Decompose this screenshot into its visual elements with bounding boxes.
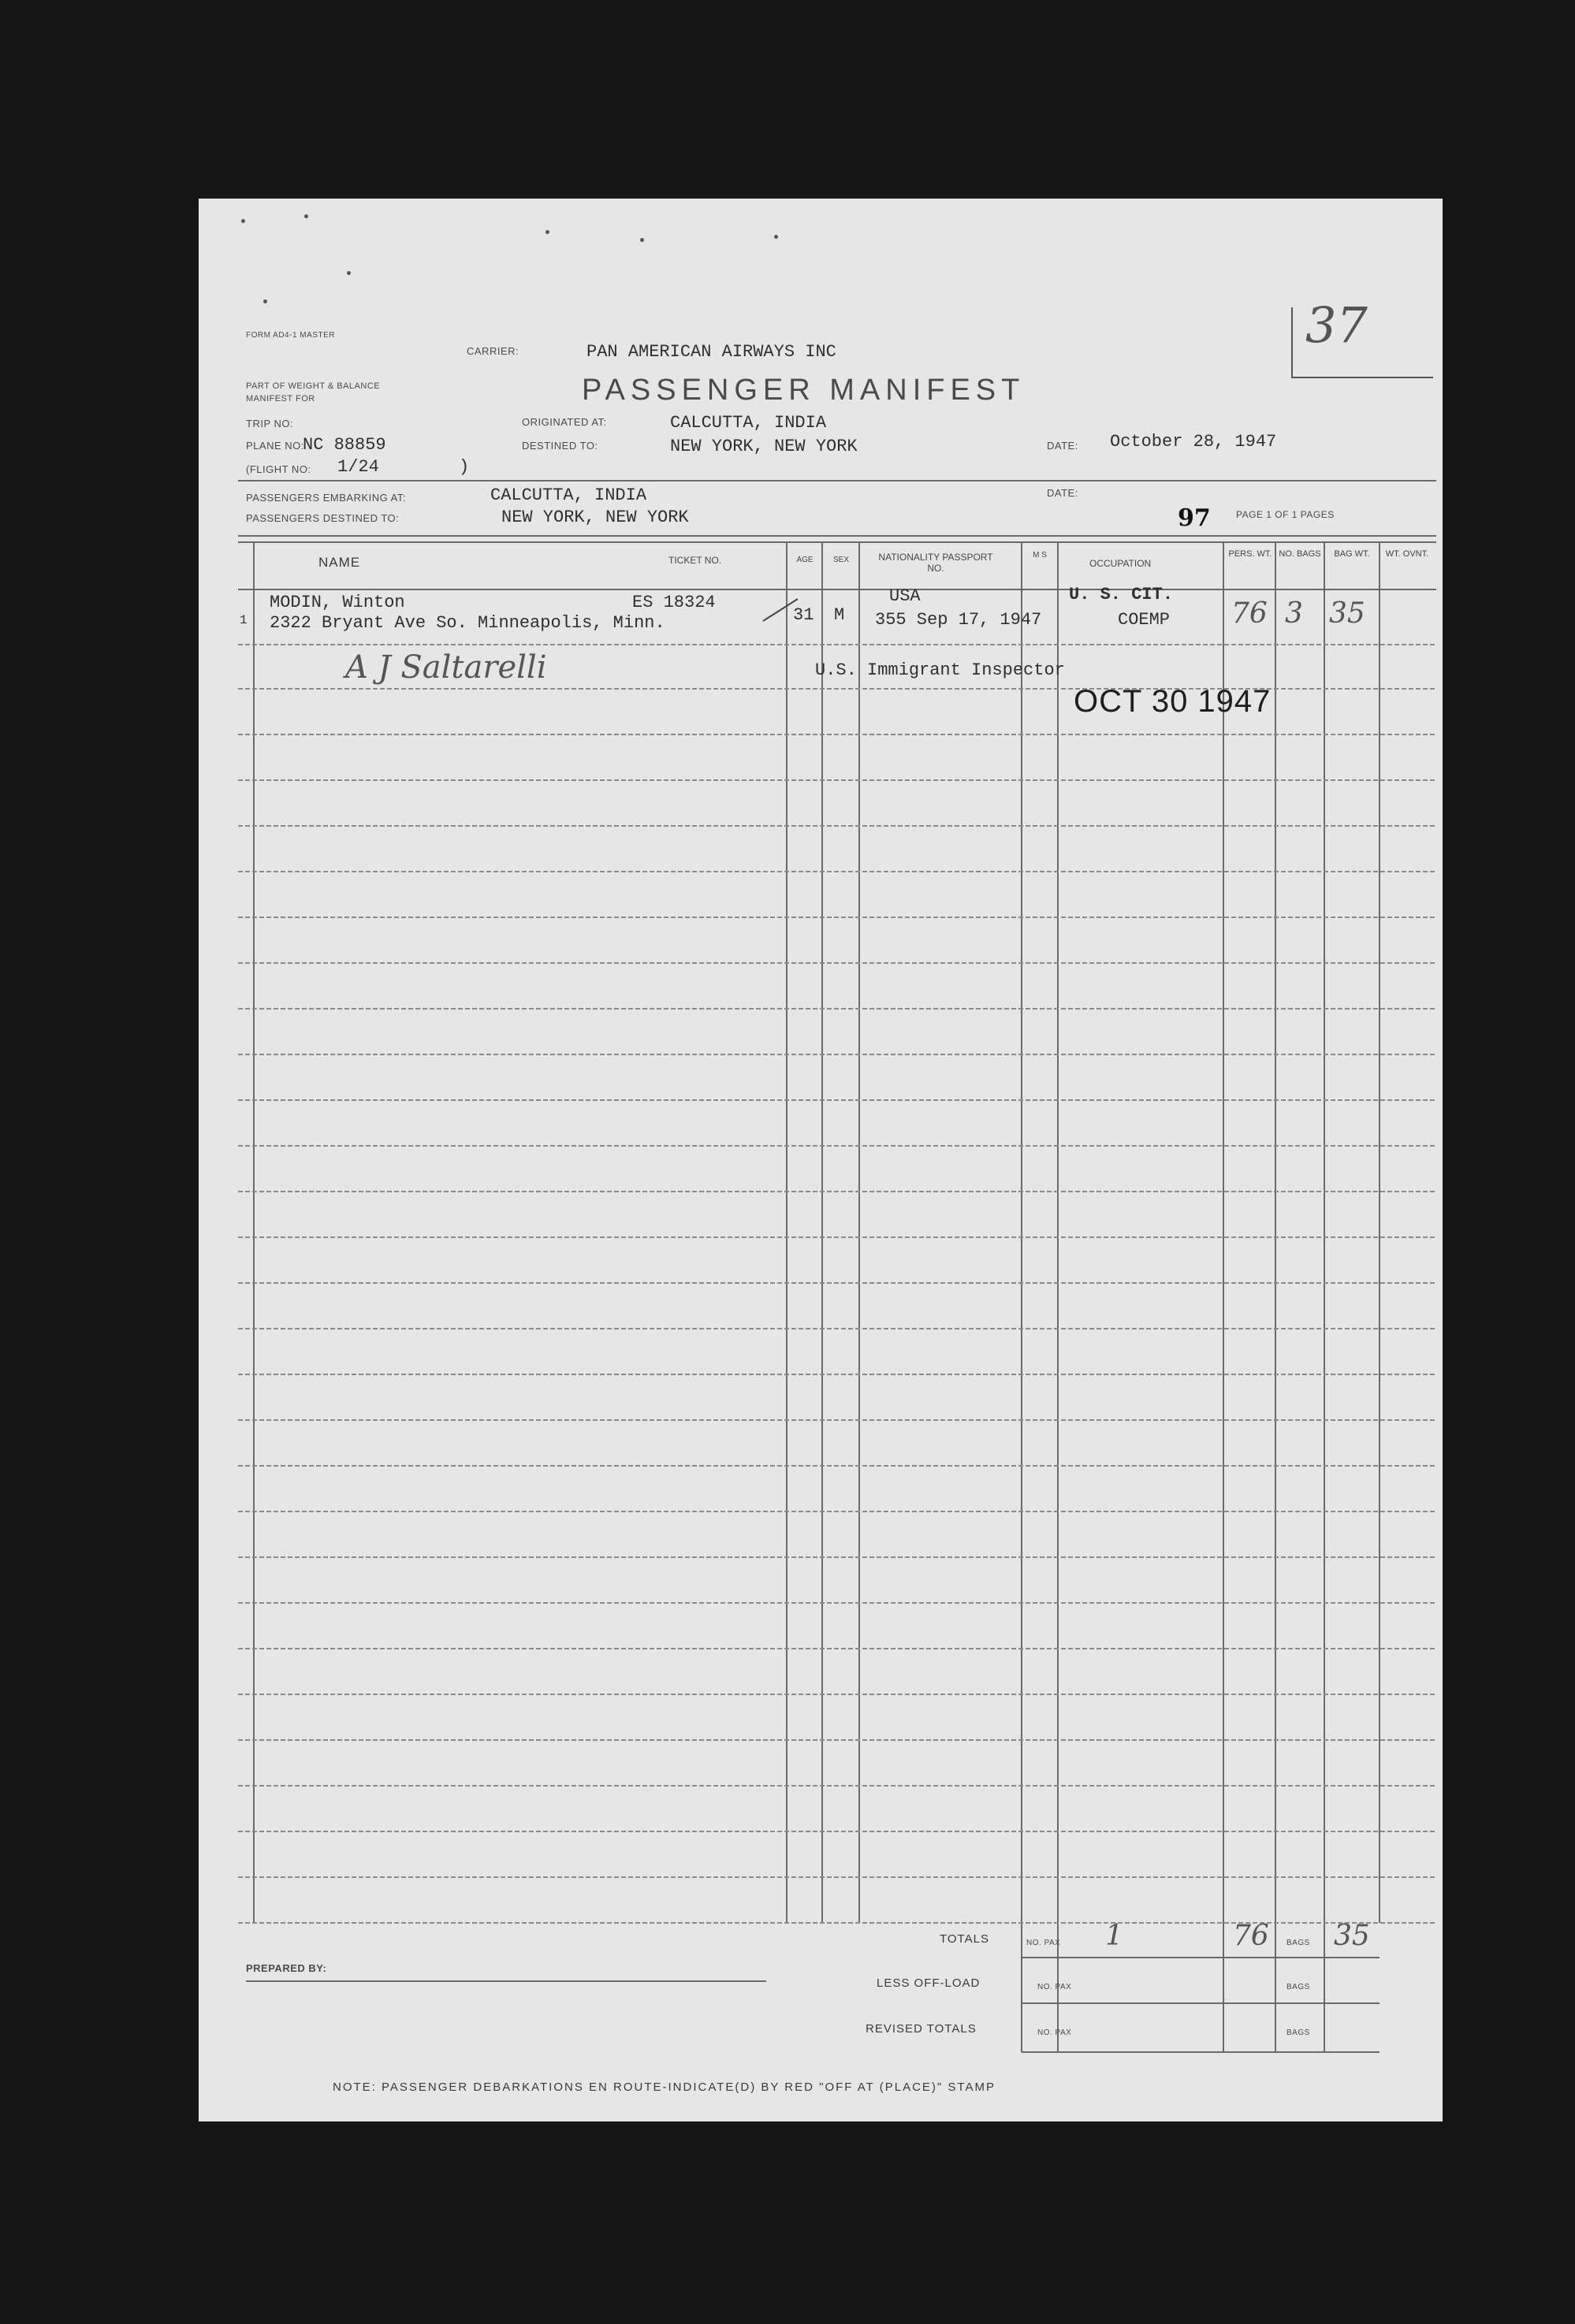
bags-label: BAGS [1286, 1983, 1310, 1991]
embarking-value: CALCUTTA, INDIA [490, 485, 647, 505]
date-label: DATE: [1047, 440, 1078, 452]
less-offload-label: LESS OFF-LOAD [877, 1976, 981, 1990]
no-pax-label: NO. PAX [1026, 1939, 1061, 1947]
inspection-stamp-date: OCT 30 1947 [1074, 684, 1272, 719]
part-of-label: PART OF WEIGHT & BALANCE [246, 381, 381, 391]
totals-label: TOTALS [940, 1932, 989, 1946]
page-stamp-number: 97 [1178, 504, 1211, 532]
col-bag-wt: BAG WT. [1334, 549, 1370, 559]
page-count: PAGE 1 OF 1 PAGES [1236, 509, 1335, 520]
embarking-label: PASSENGERS EMBARKING AT: [246, 492, 406, 504]
inspector-title: U.S. Immigrant Inspector [815, 660, 1065, 680]
col-ms: M S [1033, 551, 1047, 560]
no-bags-value: 3 [1285, 597, 1303, 630]
passport-value: 355 Sep 17, 1947 [875, 610, 1042, 630]
date-value: October 28, 1947 [1110, 432, 1277, 452]
footer-note: NOTE: PASSENGER DEBARKATIONS EN ROUTE-INDICATE(D) BY RED "OFF AT (PLACE)" STAMP [333, 2080, 996, 2094]
manifest-grid [199, 199, 1443, 2121]
passenger-address: 2322 Bryant Ave So. Minneapolis, Minn. [270, 613, 665, 633]
bag-wt-value: 35 [1329, 597, 1365, 630]
occupation-value: U. S. CIT. [1069, 585, 1174, 604]
nationality-value: USA [889, 586, 921, 606]
destined-value: NEW YORK, NEW YORK [670, 437, 858, 456]
row-number: 1 [240, 613, 248, 627]
col-sex: SEX [832, 556, 849, 564]
carrier-label: CARRIER: [467, 345, 519, 357]
col-pers-wt: PERS. WT. [1228, 549, 1272, 559]
prepared-by-label: PREPARED BY: [246, 1962, 327, 1974]
plane-no-label: PLANE NO: [246, 440, 304, 452]
plane-no-value: NC 88859 [303, 435, 386, 455]
carrier-value: PAN AMERICAN AIRWAYS INC [586, 342, 836, 362]
pers-wt-value: 76 [1231, 597, 1268, 630]
bags-label: BAGS [1286, 2028, 1310, 2037]
no-pax-label: NO. PAX [1037, 1983, 1072, 1991]
col-name: NAME [318, 555, 361, 570]
age-value: 31 [793, 605, 814, 625]
manifest-page [199, 199, 1443, 2121]
revised-totals-label: REVISED TOTALS [866, 2022, 977, 2036]
col-age: AGE [796, 556, 814, 564]
bags-label: BAGS [1286, 1939, 1310, 1947]
total-pax: 1 [1105, 1920, 1123, 1952]
col-occupation: OCCUPATION [1089, 558, 1152, 569]
col-no-bags: NO. BAGS [1279, 549, 1321, 559]
flight-no-label: (FLIGHT NO: [246, 463, 311, 475]
date2-label: DATE: [1047, 487, 1078, 499]
handwritten-number: 37 [1305, 296, 1368, 354]
passenger-name: MODIN, Winton [270, 593, 405, 612]
originated-value: CALCUTTA, INDIA [670, 413, 827, 433]
inspector-signature: A J Saltarelli [345, 649, 547, 686]
ticket-no: ES 18324 [632, 593, 716, 612]
flight-close: ) [459, 457, 470, 477]
trip-no-label: TRIP NO: [246, 418, 294, 429]
sex-value: M [834, 605, 845, 625]
destined-pax-value: NEW YORK, NEW YORK [501, 508, 689, 527]
occupation-value-2: COEMP [1118, 610, 1171, 630]
col-nationality: NATIONALITY PASSPORT NO. [878, 552, 993, 574]
originated-label: ORIGINATED AT: [522, 416, 607, 428]
page-title: PASSENGER MANIFEST [582, 374, 1026, 407]
destined-pax-label: PASSENGERS DESTINED TO: [246, 512, 400, 524]
col-ticket: TICKET NO. [668, 555, 722, 566]
total-wt: 76 [1233, 1920, 1269, 1952]
no-pax-label: NO. PAX [1037, 2028, 1072, 2037]
col-wt-ovnt: WT. OVNT. [1385, 549, 1429, 559]
total-bag-wt: 35 [1334, 1920, 1370, 1952]
form-number: FORM AD4-1 MASTER [246, 331, 335, 340]
destined-label: DESTINED TO: [522, 440, 598, 452]
manifest-for-label: MANIFEST FOR [246, 394, 315, 403]
flight-no-value: 1/24 [337, 457, 379, 477]
